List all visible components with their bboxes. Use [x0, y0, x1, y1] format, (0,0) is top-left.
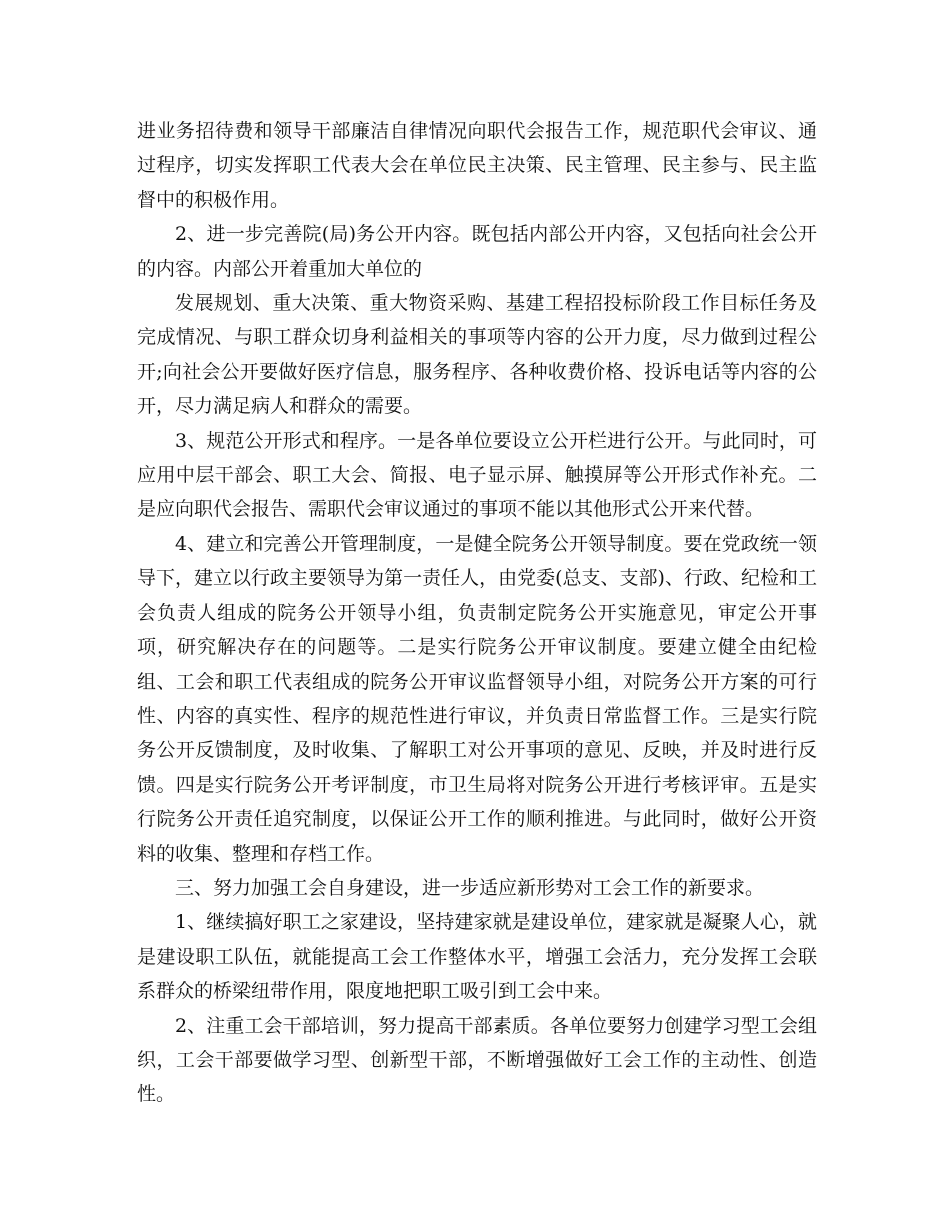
section-heading-3: 三、努力加强工会自身建设，进一步适应新形势对工会工作的新要求。: [175, 876, 765, 899]
paragraph-8: 2、注重工会干部培训，努力提高干部素质。各单位要努力创建学习型工会组织，工会干部要做学习型、创新型干部，不断增强做好工会工作的主动性、创造性。: [137, 1014, 817, 1106]
paragraph-7: 1、继续搞好职工之家建设，坚持建家就是建设单位，建家就是凝聚人心，就是建设职工队伍，就能提高工会工作整体水平，增强工会活力，充分发挥工会联系群众的桥梁纽带作用，限度地把职工吸引到工会中来。: [137, 911, 817, 1003]
paragraph-2: 2、进一步完善院(局)务公开内容。既包括内部公开内容，又包括向社会公开的内容。内部公开着重加大单位的: [137, 223, 817, 280]
paragraph-4: 3、规范公开形式和程序。一是各单位要设立公开栏进行公开。与此同时，可应用中层干部会、职工大会、简报、电子显示屏、触摸屏等公开形式作补充。二是应向职代会报告、需职代会审议通过的事项不能以其他形式公开来代替。: [137, 429, 817, 521]
document-body: [137, 114, 817, 1112]
paragraph-5: 4、建立和完善公开管理制度，一是健全院务公开领导制度。要在党政统一领导下，建立以行政主要领导为第一责任人，由党委(总支、支部)、行政、纪检和工会负责人组成的院务公开领导小组，负责制定院务公开实施意见，审定公开事项，研究解决存在的问题等。二是实行院务公开审议制度。要建立健全由纪检组、工会和职工代表组成的院务公开审议监督领导小组，对院务公开方案的可行性、内容的真实性、程序的规范性进行审议，并负责日常监督工作。三是实行院务公开反馈制度，及时收集、了解职工对公开事项的意见、反映，并及时进行反馈。四是实行院务公开考评制度，市卫生局将对院务公开进行考核评审。五是实行院务公开责任追究制度，以保证公开工作的顺利推进。与此同时，做好公开资料的收集、整理和存档工作。: [137, 532, 817, 865]
paragraph-3: 发展规划、重大决策、重大物资采购、基建工程招投标阶段工作目标任务及完成情况、与职工群众切身利益相关的事项等内容的公开力度，尽力做到过程公开;向社会公开要做好医疗信息，服务程序、各种收费价格、投诉电话等内容的公开，尽力满足病人和群众的需要。: [137, 292, 817, 418]
paragraph-1: 进业务招待费和领导干部廉洁自律情况向职代会报告工作，规范职代会审议、通过程序，切实发挥职工代表大会在单位民主决策、民主管理、民主参与、民主监督中的积极作用。: [137, 120, 817, 211]
